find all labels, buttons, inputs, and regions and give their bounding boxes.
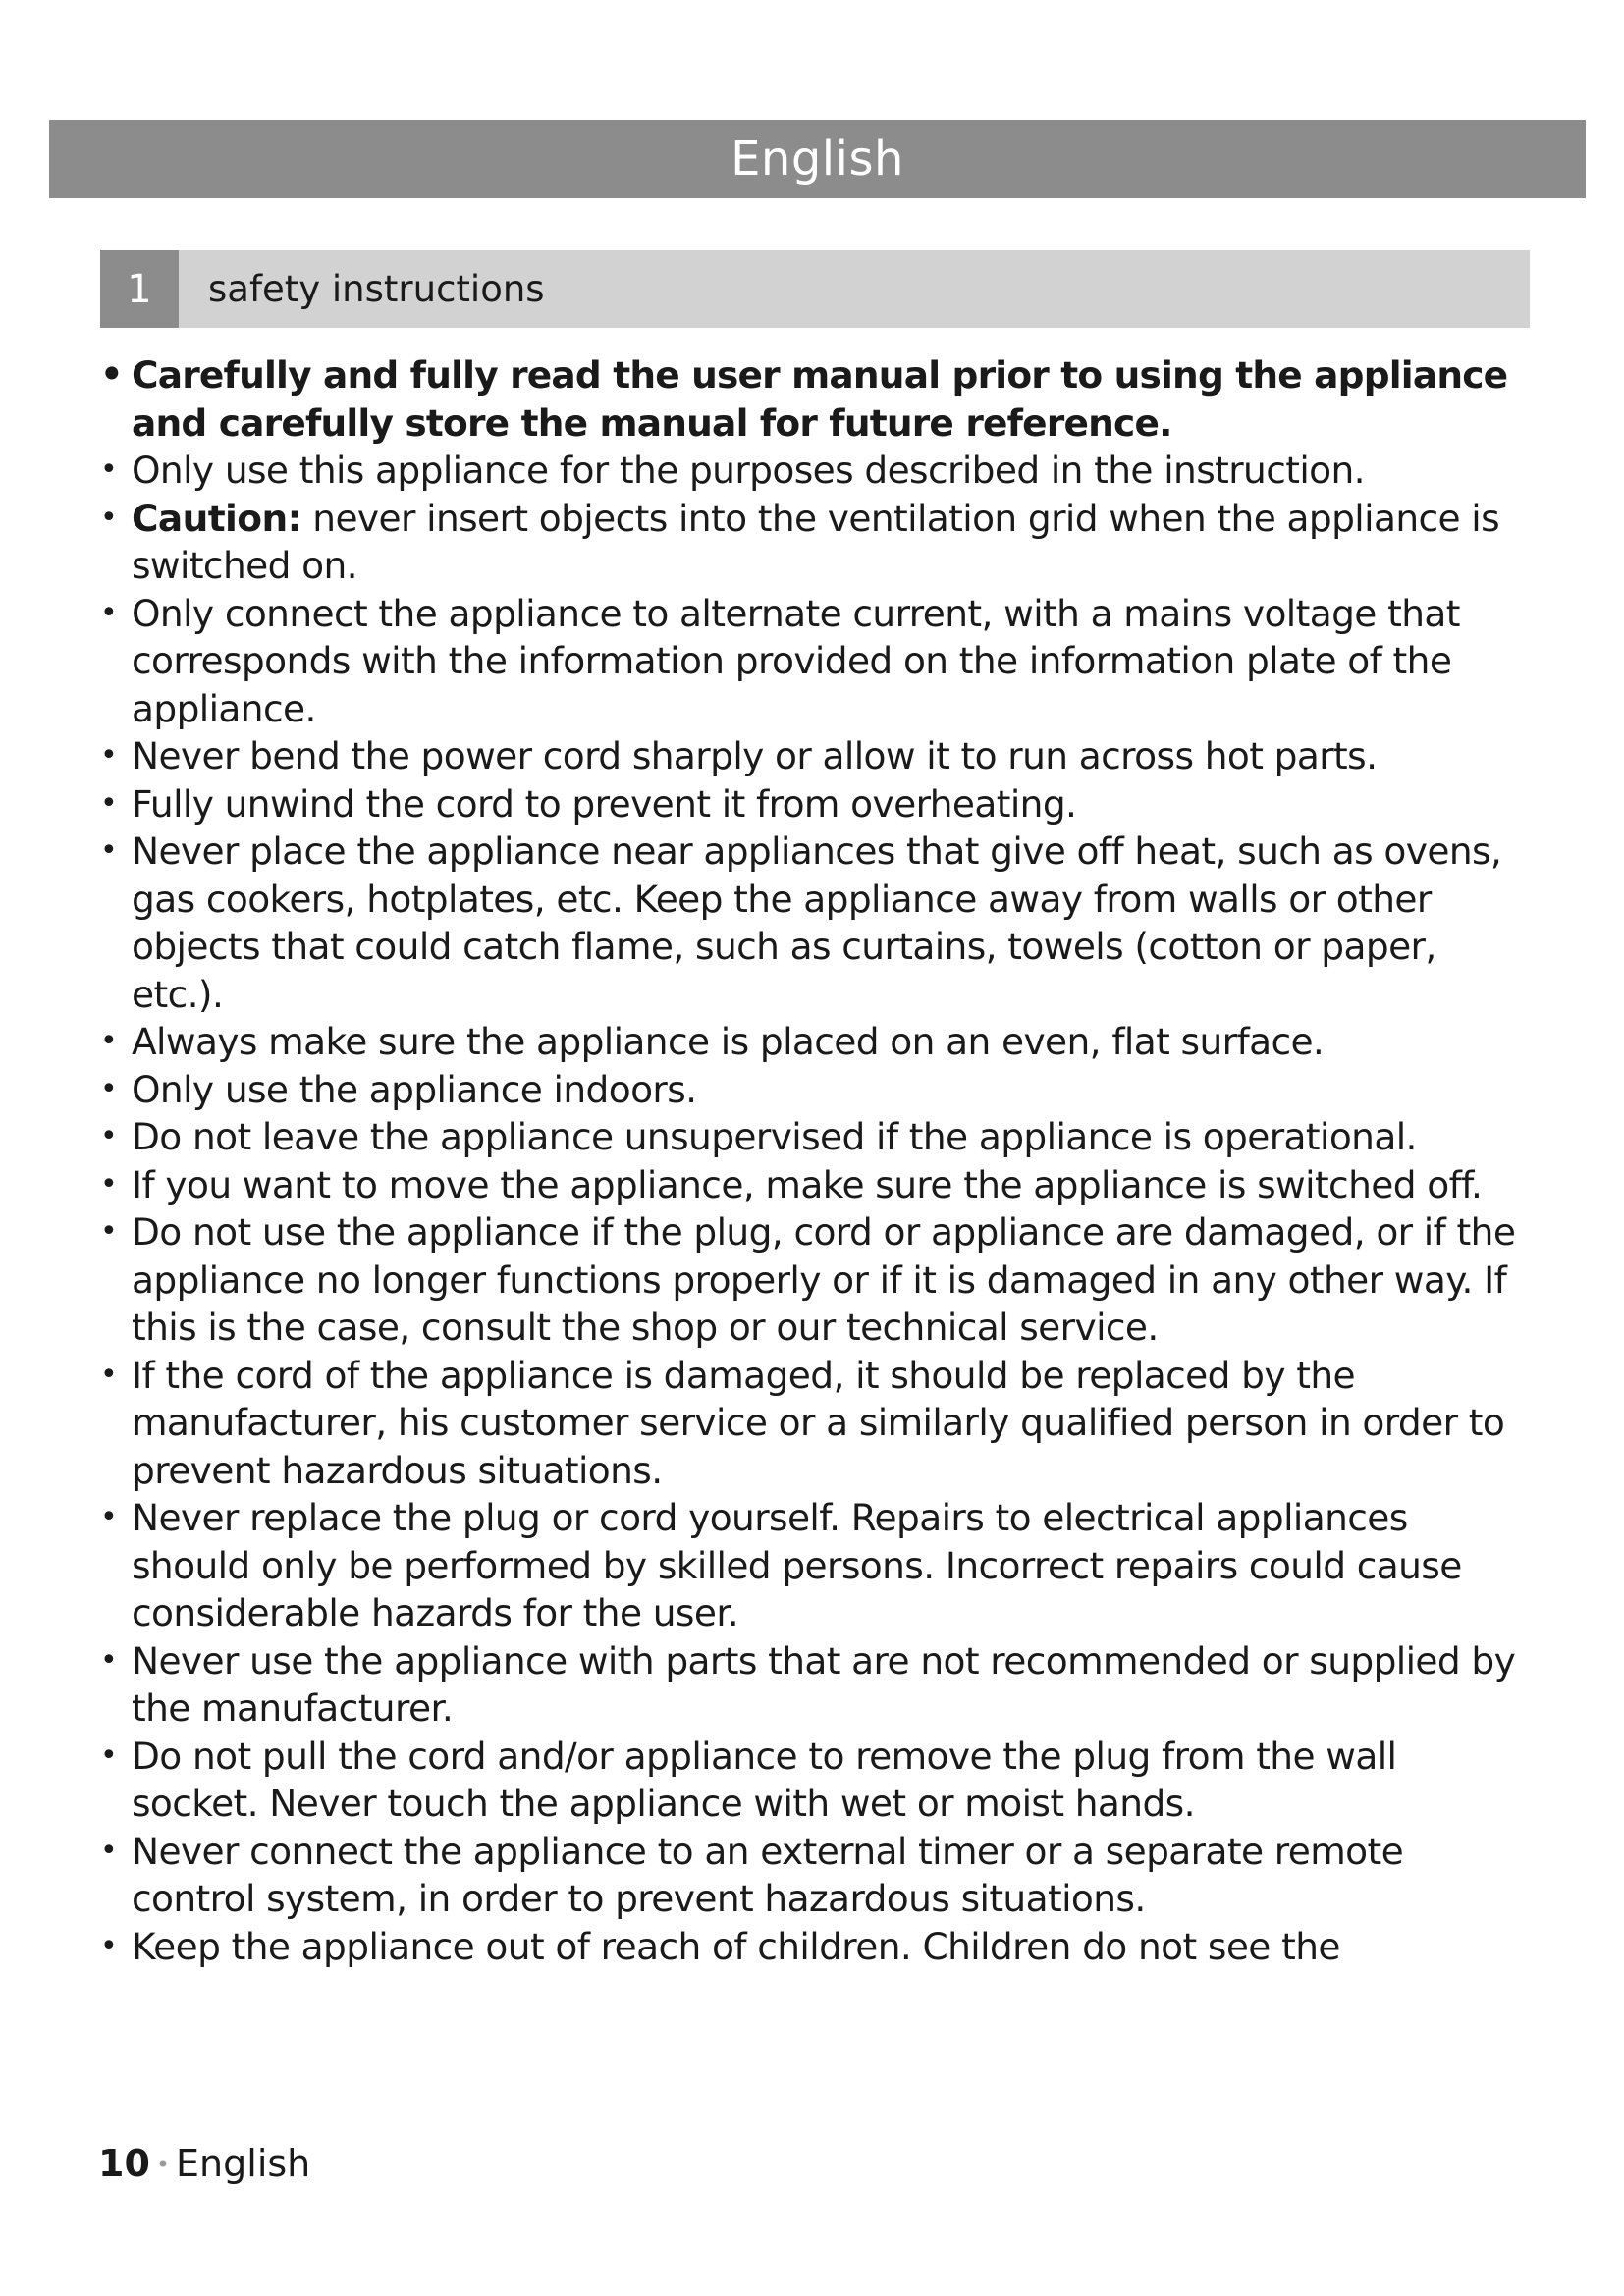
item-text: Never place the appliance near appliances that give off heat, such as ovens, gas cookers, hotplates, etc. Keep the appliance away from walls or other objects that could catch flame, such as curtains, towels (cotton or paper, etc.). [132,829,1502,1016]
bullet-icon: • [100,1737,118,1773]
bullet-icon: • [100,785,118,821]
language-title: English [731,132,904,187]
bullet-icon: • [100,453,118,487]
list-item [98,1733,1532,1828]
list-item [98,1208,1532,1352]
bullet-icon: • [100,1357,118,1392]
section-number: 1 [100,250,179,328]
item-text: never insert objects into the ventilation grid when the appliance is switched on. [132,496,1500,587]
list-item [98,1113,1532,1161]
item-text: Never bend the power cord sharply or allow it to run across hot parts. [132,734,1378,777]
section-header [100,250,1530,328]
list-item [98,351,1532,447]
item-text: If you want to move the appliance, make sure the appliance is switched off. [132,1162,1483,1206]
safety-instructions-list [98,351,1532,1970]
bullet-icon: • [100,595,118,630]
list-item [98,1637,1532,1733]
list-item [98,495,1532,590]
list-item [98,1066,1532,1114]
item-text: Never replace the plug or cord yourself. Repairs to electrical appliances should only be performed by skilled persons. Incorrect repairs could cause considerable hazards for the user. [132,1496,1462,1634]
page-footer [98,2142,310,2185]
footer-separator: • [155,2151,171,2178]
list-item [98,1161,1532,1209]
item-text: Do not leave the appliance unsupervised if the appliance is operational. [132,1115,1417,1158]
list-item [98,1018,1532,1066]
bullet-icon: • [100,500,118,535]
item-text: Only use the appliance indoors. [132,1067,697,1111]
bullet-icon: • [100,1214,118,1249]
item-text: Carefully and fully read the user manual prior to using the appliance and carefully store the manual for future reference. [132,353,1508,445]
item-text: Keep the appliance out of reach of children. Children do not see the [132,1924,1340,1968]
list-item [98,732,1532,780]
item-text: If the cord of the appliance is damaged, it should be replaced by the manufacturer, his customer service or a similarly qualified person in order to prevent hazardous situations. [132,1353,1505,1492]
list-item [98,1494,1532,1637]
bullet-icon: • [100,833,118,868]
language-banner [49,120,1586,198]
list-item [98,590,1532,733]
item-text: Never use the appliance with parts that are not recommended or supplied by the manufacturer. [132,1638,1516,1730]
item-text: Do not use the appliance if the plug, cord or appliance are damaged, or if the appliance no longer functions properly or if it is damaged in any other way. If this is the case, consult the shop or our technical service. [132,1210,1516,1349]
list-item [98,1352,1532,1495]
bullet-icon: • [100,1500,118,1534]
item-text: Always make sure the appliance is placed on an even, flat surface. [132,1020,1325,1063]
footer-language: English [176,2142,311,2185]
item-text: Do not pull the cord and/or appliance to remove the plug from the wall socket. Never touch the appliance with wet or moist hands. [132,1734,1397,1825]
bullet-icon: • [100,1119,118,1153]
bullet-icon: • [100,738,118,773]
bullet-icon: • [100,1642,118,1678]
bullet-icon: • [100,1928,118,1963]
list-item [98,1828,1532,1923]
list-item [98,447,1532,495]
item-text: Fully unwind the cord to prevent it from overheating. [132,781,1077,826]
bullet-icon: • [100,1024,118,1058]
bullet-icon: • [100,353,123,396]
list-item [98,780,1532,828]
item-text: Never connect the appliance to an external timer or a separate remote control system, in order to prevent hazardous situations. [132,1829,1404,1920]
bullet-icon: • [100,1071,118,1106]
bullet-icon: • [100,1166,118,1201]
list-item [98,828,1532,1018]
section-title: safety instructions [208,268,545,310]
item-text: Only connect the appliance to alternate current, with a mains voltage that corresponds with the information provided on the information plate of the appliance. [132,591,1460,730]
item-text: Only use this appliance for the purposes described in the instruction. [132,449,1365,492]
item-lead: Caution: [132,496,301,540]
page-number: 10 [98,2142,150,2185]
bullet-icon: • [100,1833,118,1868]
list-item [98,1923,1532,1971]
